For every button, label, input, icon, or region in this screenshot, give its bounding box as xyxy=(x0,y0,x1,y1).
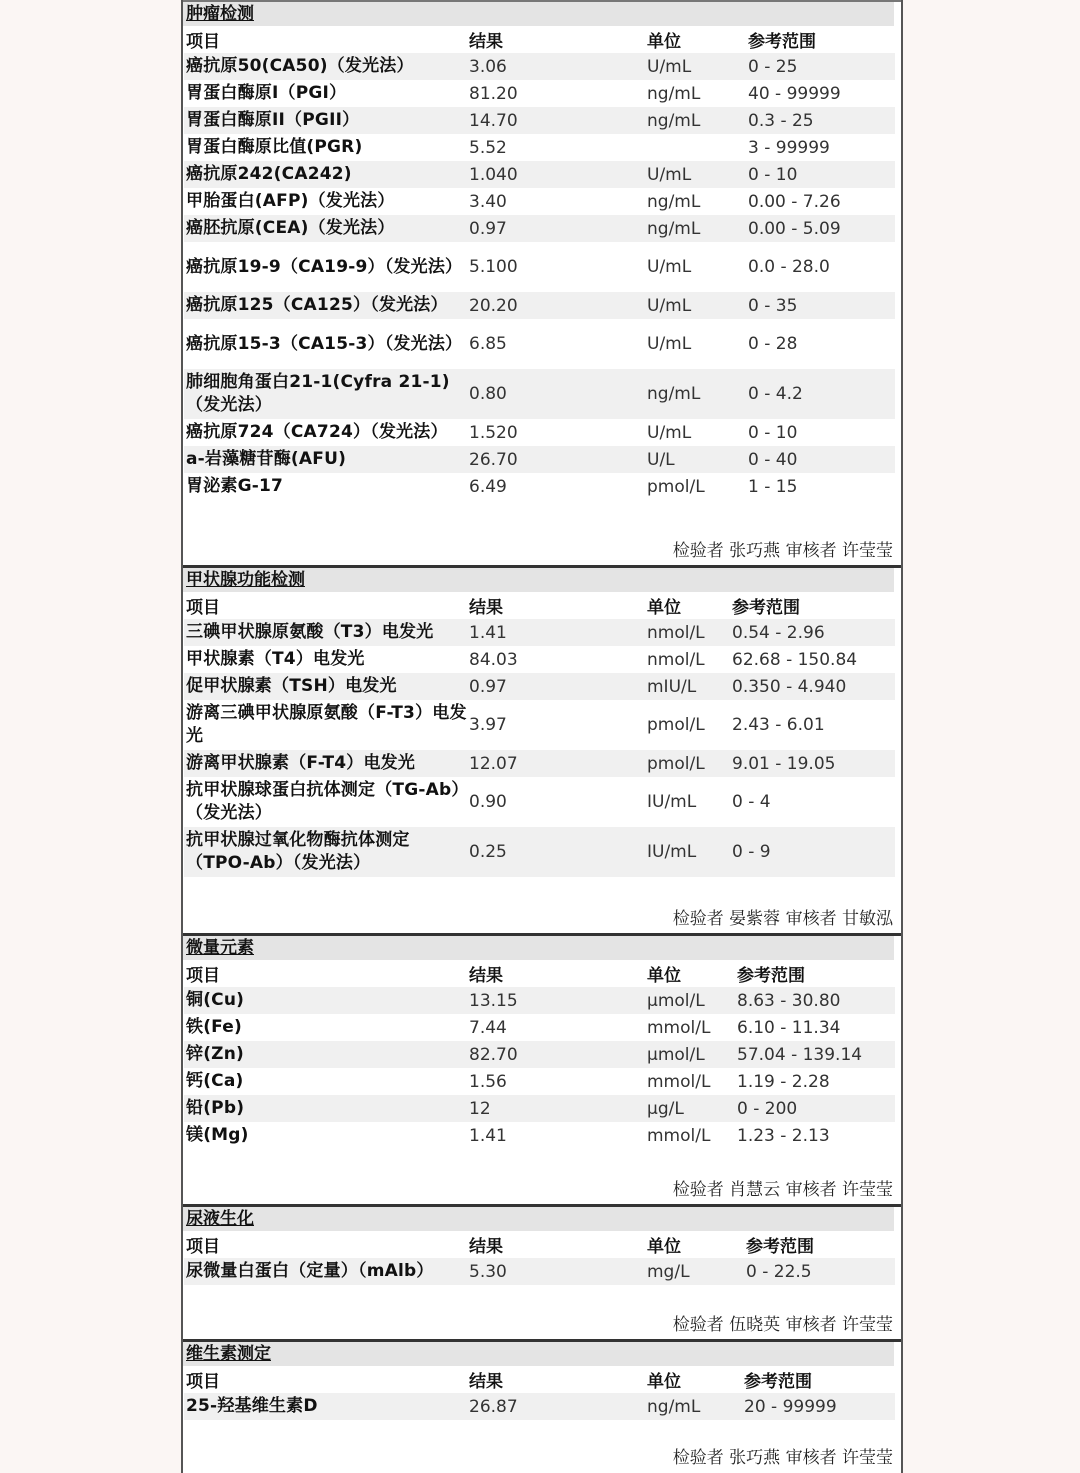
item-name: a-岩藻糖苷酶(AFU) xyxy=(184,446,467,473)
item-result: 3.06 xyxy=(467,53,645,80)
item-range: 57.04 - 139.14 xyxy=(735,1041,895,1068)
item-range: 0.00 - 7.26 xyxy=(748,191,841,212)
item-unit: pmol/L xyxy=(647,715,705,735)
item-name: 三碘甲状腺原氨酸（T3）电发光 xyxy=(184,619,467,646)
signature-line: 检验者 张巧燕 审核者 许莹莹 xyxy=(672,541,893,561)
item-name: 肺细胞角蛋白21-1(Cyfra 21-1)（发光法） xyxy=(184,369,467,419)
item-result: 0.25 xyxy=(467,827,645,877)
item-unit: mg/L xyxy=(645,1258,744,1285)
table-row xyxy=(184,53,895,80)
item-unit: µg/L xyxy=(645,1095,735,1122)
table-row xyxy=(184,1393,895,1420)
item-range: 0 - 10 xyxy=(746,161,895,188)
item-name: 尿微量白蛋白（定量）（mAlb） xyxy=(184,1258,467,1285)
header-result: 结果 xyxy=(469,1372,503,1392)
table-row xyxy=(184,188,895,215)
item-result: 5.100 xyxy=(469,257,518,277)
item-name: 胃蛋白酶原I（PGI） xyxy=(186,83,347,103)
table-row xyxy=(184,134,895,161)
header-unit: 单位 xyxy=(647,966,681,986)
item-range: 0 - 10 xyxy=(748,422,798,443)
table-header-row xyxy=(184,592,895,619)
table-row xyxy=(184,446,895,473)
result-table xyxy=(184,592,895,877)
item-result: 84.03 xyxy=(469,649,518,670)
result-table xyxy=(184,960,895,1149)
table-row xyxy=(184,292,895,319)
table-row xyxy=(184,242,895,292)
table-header-row xyxy=(184,26,895,53)
item-range: 1.19 - 2.28 xyxy=(737,1071,830,1092)
item-result: 1.41 xyxy=(467,619,645,646)
item-result: 0.97 xyxy=(467,215,645,242)
table-row xyxy=(184,319,895,369)
signature-line: 检验者 晏紫蓉 审核者 甘敏泓 xyxy=(672,909,893,929)
item-unit: mIU/L xyxy=(645,673,730,700)
header-range: 参考范围 xyxy=(744,1372,812,1392)
item-name: 癌抗原19-9（CA19-9）（发光法） xyxy=(186,256,463,277)
item-range: 0 - 28 xyxy=(748,334,798,354)
header-range: 参考范围 xyxy=(732,598,800,618)
item-result: 3.97 xyxy=(469,715,507,735)
header-result: 结果 xyxy=(469,966,503,986)
item-result: 0.90 xyxy=(469,792,507,812)
item-name: 25-羟基维生素D xyxy=(184,1393,467,1420)
item-result: 6.49 xyxy=(469,476,507,497)
report-section xyxy=(183,933,901,1204)
table-row xyxy=(184,1014,895,1041)
item-result: 20.20 xyxy=(467,292,645,319)
section-title: 尿液生化 xyxy=(183,1207,894,1231)
item-unit: ng/mL xyxy=(645,215,746,242)
item-name: 癌抗原15-3（CA15-3）（发光法） xyxy=(186,333,463,354)
item-unit: U/L xyxy=(645,446,746,473)
item-result: 6.85 xyxy=(469,334,507,354)
item-name: 铅(Pb) xyxy=(184,1095,467,1122)
item-unit: mmol/L xyxy=(647,1071,711,1092)
item-name: 钙(Ca) xyxy=(186,1071,244,1091)
item-unit: nmol/L xyxy=(647,649,705,670)
item-unit xyxy=(645,134,746,161)
item-result: 1.040 xyxy=(467,161,645,188)
table-row xyxy=(184,827,895,877)
item-unit: ng/mL xyxy=(645,107,746,134)
item-result: 3.40 xyxy=(469,191,507,212)
item-unit: U/mL xyxy=(647,422,692,443)
section-title: 维生素测定 xyxy=(183,1342,894,1366)
item-name: 甲状腺素（T4）电发光 xyxy=(186,649,365,669)
item-name: 铁(Fe) xyxy=(186,1017,242,1037)
item-unit: U/mL xyxy=(645,292,746,319)
item-range: 40 - 99999 xyxy=(748,83,841,104)
item-name: 癌抗原242(CA242) xyxy=(184,161,467,188)
item-name: 锌(Zn) xyxy=(184,1041,467,1068)
header-item: 项目 xyxy=(186,32,220,52)
item-name: 抗甲状腺过氧化物酶抗体测定（TPO-Ab）（发光法） xyxy=(184,827,467,877)
item-range: 0 - 40 xyxy=(746,446,895,473)
item-unit: µmol/L xyxy=(645,987,735,1014)
item-name: 铜(Cu) xyxy=(184,987,467,1014)
table-row xyxy=(184,700,895,750)
item-result: 5.30 xyxy=(467,1258,645,1285)
table-header-row xyxy=(184,1366,895,1393)
table-row xyxy=(184,1095,895,1122)
item-result: 1.520 xyxy=(469,422,518,443)
item-name: 促甲状腺素（TSH）电发光 xyxy=(184,673,467,700)
item-result: 1.56 xyxy=(469,1071,507,1092)
item-unit: U/mL xyxy=(647,334,692,354)
item-name: 甲胎蛋白(AFP)（发光法） xyxy=(186,191,395,211)
header-unit: 单位 xyxy=(647,1237,681,1257)
header-result: 结果 xyxy=(469,598,503,618)
header-range: 参考范围 xyxy=(746,1237,814,1257)
header-item: 项目 xyxy=(186,966,220,986)
result-table xyxy=(184,26,895,500)
item-range: 0.3 - 25 xyxy=(746,107,895,134)
table-row xyxy=(184,750,895,777)
item-name: 癌抗原50(CA50)（发光法） xyxy=(184,53,467,80)
item-name: 胃蛋白酶原比值(PGR) xyxy=(186,137,363,157)
item-unit: ng/mL xyxy=(645,1393,742,1420)
item-result: 0.97 xyxy=(467,673,645,700)
item-range: 0 - 4 xyxy=(732,792,771,812)
item-range: 0.350 - 4.940 xyxy=(730,673,895,700)
table-row xyxy=(184,673,895,700)
item-unit: U/mL xyxy=(645,161,746,188)
report-section xyxy=(183,0,901,565)
item-range: 20 - 99999 xyxy=(742,1393,895,1420)
item-unit: mmol/L xyxy=(647,1017,711,1038)
item-unit: pmol/L xyxy=(645,750,730,777)
item-name: 镁(Mg) xyxy=(186,1125,249,1145)
header-result: 结果 xyxy=(469,1237,503,1257)
section-title: 甲状腺功能检测 xyxy=(183,568,894,592)
item-range: 8.63 - 30.80 xyxy=(735,987,895,1014)
signature-line: 检验者 伍晓英 审核者 许莹莹 xyxy=(672,1315,893,1335)
table-row xyxy=(184,369,895,419)
header-unit: 单位 xyxy=(647,598,681,618)
item-name: 癌抗原125（CA125）（发光法） xyxy=(184,292,467,319)
item-unit: ng/mL xyxy=(647,83,701,104)
item-range: 0.0 - 28.0 xyxy=(748,257,830,277)
table-row xyxy=(184,80,895,107)
item-range: 0 - 35 xyxy=(746,292,895,319)
item-range: 1.23 - 2.13 xyxy=(737,1125,830,1146)
item-name: 抗甲状腺球蛋白抗体测定（TG-Ab）（发光法） xyxy=(186,780,461,823)
item-range: 0 - 22.5 xyxy=(744,1258,895,1285)
report-section xyxy=(183,1204,901,1339)
item-range: 1 - 15 xyxy=(748,476,798,497)
header-range: 参考范围 xyxy=(737,966,805,986)
item-result: 12 xyxy=(467,1095,645,1122)
table-row xyxy=(184,107,895,134)
item-range: 62.68 - 150.84 xyxy=(732,649,858,670)
section-title: 微量元素 xyxy=(183,936,894,960)
header-unit: 单位 xyxy=(647,1372,681,1392)
report-page xyxy=(181,0,903,1473)
table-row xyxy=(184,215,895,242)
item-range: 3 - 99999 xyxy=(748,137,830,158)
table-row xyxy=(184,777,895,827)
item-unit: pmol/L xyxy=(647,476,705,497)
header-range: 参考范围 xyxy=(748,32,816,52)
header-result: 结果 xyxy=(469,32,503,52)
table-row xyxy=(184,1122,895,1149)
item-name: 癌抗原724（CA724）（发光法） xyxy=(186,422,448,442)
item-result: 12.07 xyxy=(467,750,645,777)
item-result: 13.15 xyxy=(467,987,645,1014)
signature-line: 检验者 肖慧云 审核者 许莹莹 xyxy=(672,1180,893,1200)
item-unit: ng/mL xyxy=(647,191,701,212)
item-unit: ng/mL xyxy=(645,369,746,419)
item-range: 9.01 - 19.05 xyxy=(730,750,895,777)
item-name: 游离甲状腺素（F-T4）电发光 xyxy=(184,750,467,777)
table-row xyxy=(184,1258,895,1285)
item-unit: U/mL xyxy=(647,257,692,277)
header-item: 项目 xyxy=(186,1237,220,1257)
table-row xyxy=(184,161,895,188)
report-section xyxy=(183,565,901,933)
header-item: 项目 xyxy=(186,1372,220,1392)
table-row xyxy=(184,1041,895,1068)
table-row xyxy=(184,987,895,1014)
item-name: 游离三碘甲状腺原氨酸（F-T3）电发光 xyxy=(186,703,467,746)
item-range: 0.54 - 2.96 xyxy=(730,619,895,646)
item-range: 0.00 - 5.09 xyxy=(746,215,895,242)
header-item: 项目 xyxy=(186,598,220,618)
table-row xyxy=(184,619,895,646)
item-result: 0.80 xyxy=(467,369,645,419)
item-result: 5.52 xyxy=(469,137,507,158)
item-unit: IU/mL xyxy=(645,827,730,877)
item-unit: nmol/L xyxy=(645,619,730,646)
item-unit: mmol/L xyxy=(647,1125,711,1146)
report-section xyxy=(183,1339,901,1472)
item-unit: µmol/L xyxy=(645,1041,735,1068)
signature-line: 检验者 张巧燕 审核者 许莹莹 xyxy=(672,1448,893,1468)
item-result: 7.44 xyxy=(469,1017,507,1038)
result-table xyxy=(184,1366,895,1420)
item-result: 14.70 xyxy=(467,107,645,134)
table-row xyxy=(184,473,895,500)
item-result: 26.70 xyxy=(467,446,645,473)
item-name: 癌胚抗原(CEA)（发光法） xyxy=(184,215,467,242)
table-row xyxy=(184,419,895,446)
item-result: 26.87 xyxy=(467,1393,645,1420)
item-result: 1.41 xyxy=(469,1125,507,1146)
section-title: 肿瘤检测 xyxy=(183,2,894,26)
item-range: 2.43 - 6.01 xyxy=(732,715,825,735)
item-range: 0 - 200 xyxy=(735,1095,895,1122)
item-name: 胃泌素G-17 xyxy=(186,476,284,496)
item-range: 6.10 - 11.34 xyxy=(737,1017,841,1038)
header-unit: 单位 xyxy=(647,32,681,52)
table-row xyxy=(184,1068,895,1095)
item-unit: U/mL xyxy=(645,53,746,80)
result-table xyxy=(184,1231,895,1285)
item-result: 82.70 xyxy=(467,1041,645,1068)
table-header-row xyxy=(184,1231,895,1258)
item-range: 0 - 4.2 xyxy=(746,369,895,419)
item-name: 胃蛋白酶原II（PGII） xyxy=(184,107,467,134)
table-row xyxy=(184,646,895,673)
item-range: 0 - 25 xyxy=(746,53,895,80)
table-header-row xyxy=(184,960,895,987)
item-range: 0 - 9 xyxy=(730,827,895,877)
item-unit: IU/mL xyxy=(647,792,697,812)
item-result: 81.20 xyxy=(469,83,518,104)
